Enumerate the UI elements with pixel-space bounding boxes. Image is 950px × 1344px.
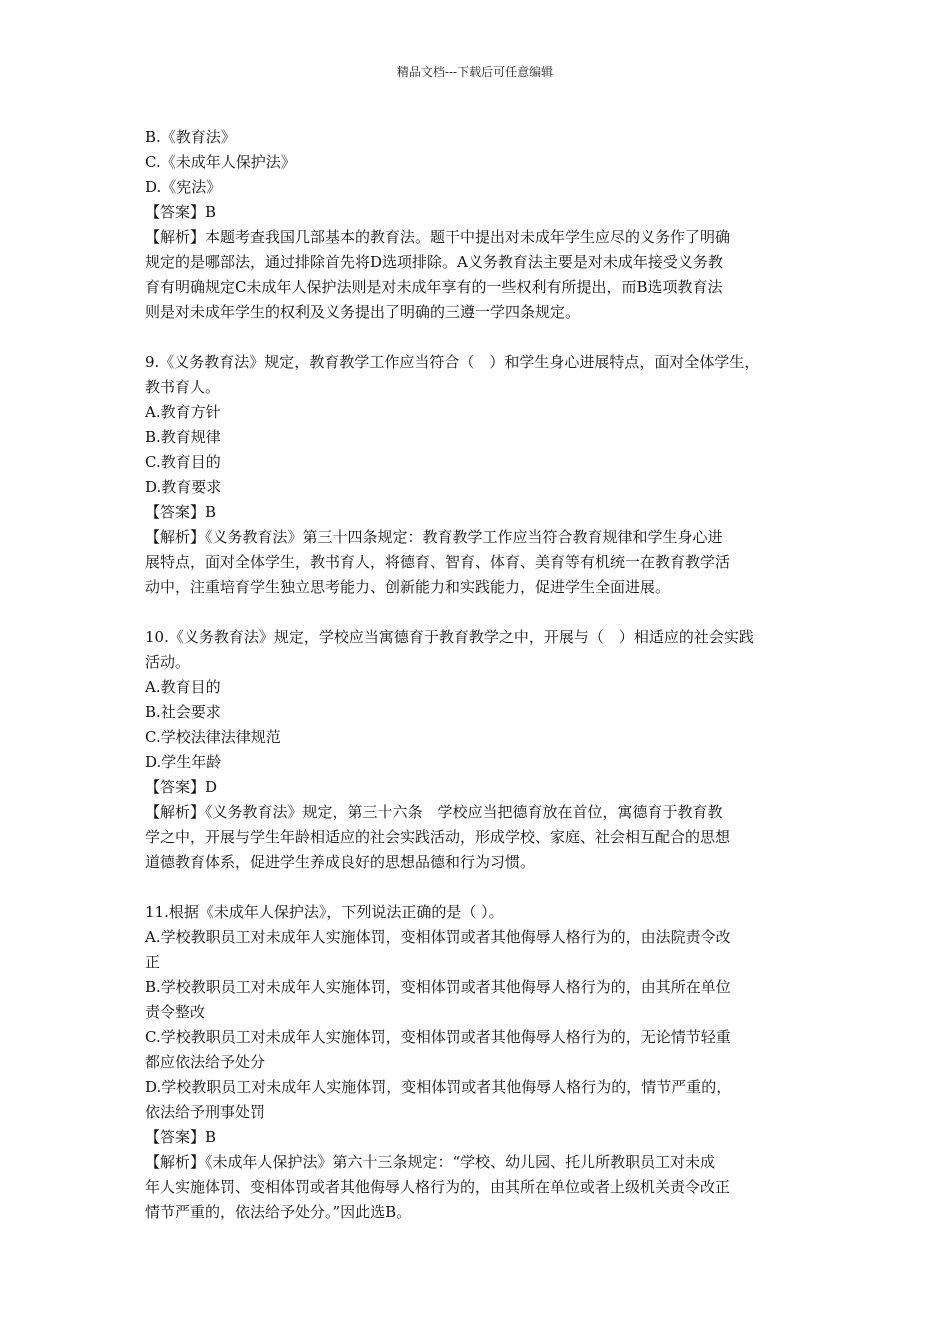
option-d: D.教育要求 <box>145 478 222 496</box>
analysis-line: 年人实施体罚、变相体罚或者其他侮辱人格行为的，由其所在单位或者上级机关责令改正 <box>145 1178 731 1196</box>
answer: 【答案】B <box>145 503 217 521</box>
question-stem: 教书育人。 <box>145 378 221 396</box>
question-stem: 9.《义务教育法》规定，教育教学工作应当符合（ ）和学生身心进展特点，面对全体学生， <box>145 353 760 371</box>
analysis-line: 【解析】《义务教育法》规定，第三十六条 学校应当把德育放在首位，寓德育于教育教 <box>145 803 723 821</box>
option-b: B.学校教职员工对未成年人实施体罚，变相体罚或者其他侮辱人格行为的，由其所在单位 <box>145 978 731 996</box>
option-a: A.教育方针 <box>145 403 221 421</box>
option-c-cont: 都应依法给予处分 <box>145 1053 266 1071</box>
option-a: A.学校教职员工对未成年人实施体罚，变相体罚或者其他侮辱人格行为的，由法院责令改 <box>145 928 731 946</box>
question-10 <box>145 625 817 875</box>
option-b-cont: 责令整改 <box>145 1003 206 1021</box>
option-a-cont: 正 <box>145 953 161 971</box>
answer: 【答案】D <box>145 778 218 796</box>
option-b: B.《教育法》 <box>145 128 236 146</box>
page-header: 精品文档---下载后可任意编辑 <box>396 65 554 79</box>
analysis-line: 道德教育体系，促进学生养成良好的思想品德和行为习惯。 <box>145 853 536 871</box>
option-c: C.学校教职员工对未成年人实施体罚，变相体罚或者其他侮辱人格行为的，无论情节轻重 <box>145 1028 731 1046</box>
option-d: D.学校教职员工对未成年人实施体罚，变相体罚或者其他侮辱人格行为的，情节严重的， <box>145 1078 732 1096</box>
document-body <box>145 125 817 1225</box>
answer: 【答案】B <box>145 1128 217 1146</box>
option-d-cont: 依法给予刑事处罚 <box>145 1103 266 1121</box>
analysis-line: 育有明确规定C未成年人保护法则是对未成年享有的一些权利有所提出，而B选项教育法 <box>145 278 723 296</box>
option-c: C.学校法律法律规范 <box>145 728 281 746</box>
analysis-line: 则是对未成年学生的权利及义务提出了明确的三遵一学四条规定。 <box>145 303 581 321</box>
option-b: B.社会要求 <box>145 703 221 721</box>
analysis-line: 动中，注重培育学生独立思考能力、创新能力和实践能力，促进学生全面进展。 <box>145 578 671 596</box>
question-stem: 11.根据《未成年人保护法》，下列说法正确的是（ ）。 <box>145 903 504 921</box>
option-b: B.教育规律 <box>145 428 221 446</box>
option-d: D.学生年龄 <box>145 753 222 771</box>
option-d: D.《宪法》 <box>145 178 222 196</box>
analysis-line: 展特点，面对全体学生，教书育人，将德育、智育、体育、美育等有机统一在教育教学活 <box>145 553 731 571</box>
analysis-line: 【解析】《义务教育法》第三十四条规定：教育教学工作应当符合教育规律和学生身心进 <box>145 528 723 546</box>
question-11 <box>145 900 817 1225</box>
analysis-line: 【解析】《未成年人保护法》第六十三条规定：“学校、幼儿园、托儿所教职员工对未成 <box>145 1153 716 1171</box>
question-9 <box>145 350 817 600</box>
option-c: C.《未成年人保护法》 <box>145 153 296 171</box>
paragraph-gap <box>145 600 817 625</box>
analysis-line: 学之中，开展与学生年龄相适应的社会实践活动，形成学校、家庭、社会相互配合的思想 <box>145 828 731 846</box>
analysis-line: 规定的是哪部法，通过排除首先将D选项排除。A义务教育法主要是对未成年接受义务教 <box>145 253 723 271</box>
paragraph-gap <box>145 875 817 900</box>
option-c: C.教育目的 <box>145 453 221 471</box>
answer: 【答案】B <box>145 203 217 221</box>
question-stem: 10.《义务教育法》规定，学校应当寓德育于教育教学之中，开展与（ ）相适应的社会实践 <box>145 628 754 646</box>
question-stem: 活动。 <box>145 653 191 671</box>
paragraph-gap <box>145 325 817 350</box>
question-8-tail <box>145 125 817 325</box>
analysis-line: 【解析】本题考查我国几部基本的教育法。题干中提出对未成年学生应尽的义务作了明确 <box>145 228 731 246</box>
analysis-line: 情节严重的，依法给予处分。”因此选B。 <box>145 1203 412 1221</box>
option-a: A.教育目的 <box>145 678 221 696</box>
